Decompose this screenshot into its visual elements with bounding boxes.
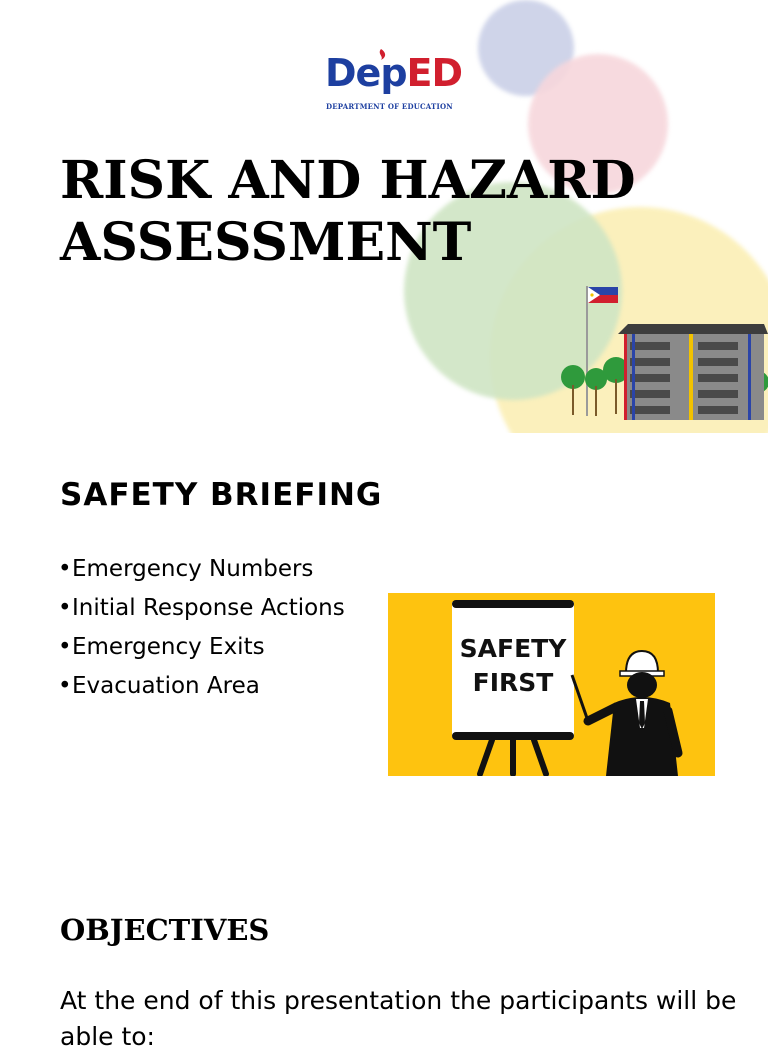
logo-wordmark: DepED <box>325 51 463 95</box>
objectives-slide <box>0 857 768 1051</box>
logo-subtitle: DEPARTMENT OF EDUCATION <box>326 102 453 111</box>
list-item: •Evacuation Area <box>58 673 260 699</box>
list-item-text: Emergency Numbers <box>72 556 314 582</box>
title-line-2: ASSESSMENT <box>60 212 472 273</box>
sign-text-safety: SAFETY <box>459 634 567 663</box>
philippine-flag-icon <box>588 287 618 303</box>
school-building-illustration <box>558 282 768 422</box>
objectives-text: At the end of this presentation the participants will be able to: <box>60 986 737 1051</box>
safety-briefing-slide <box>0 433 768 857</box>
deped-logo <box>325 48 463 114</box>
bullet-list <box>58 550 345 706</box>
section-heading: SAFETY BRIEFING <box>60 477 383 513</box>
page-title <box>60 150 660 274</box>
sign-text-first: FIRST <box>472 668 554 697</box>
title-line-1: RISK AND HAZARD <box>60 150 636 211</box>
list-item-text: Initial Response Actions <box>72 595 345 621</box>
list-item: •Initial Response Actions <box>58 595 345 621</box>
list-item-text: Evacuation Area <box>72 673 260 699</box>
list-item: •Emergency Numbers <box>58 556 314 582</box>
objectives-heading: OBJECTIVES <box>60 913 270 947</box>
list-item-text: Emergency Exits <box>72 634 265 660</box>
list-item: •Emergency Exits <box>58 634 265 660</box>
safety-first-illustration <box>388 593 715 776</box>
title-slide <box>0 0 768 433</box>
